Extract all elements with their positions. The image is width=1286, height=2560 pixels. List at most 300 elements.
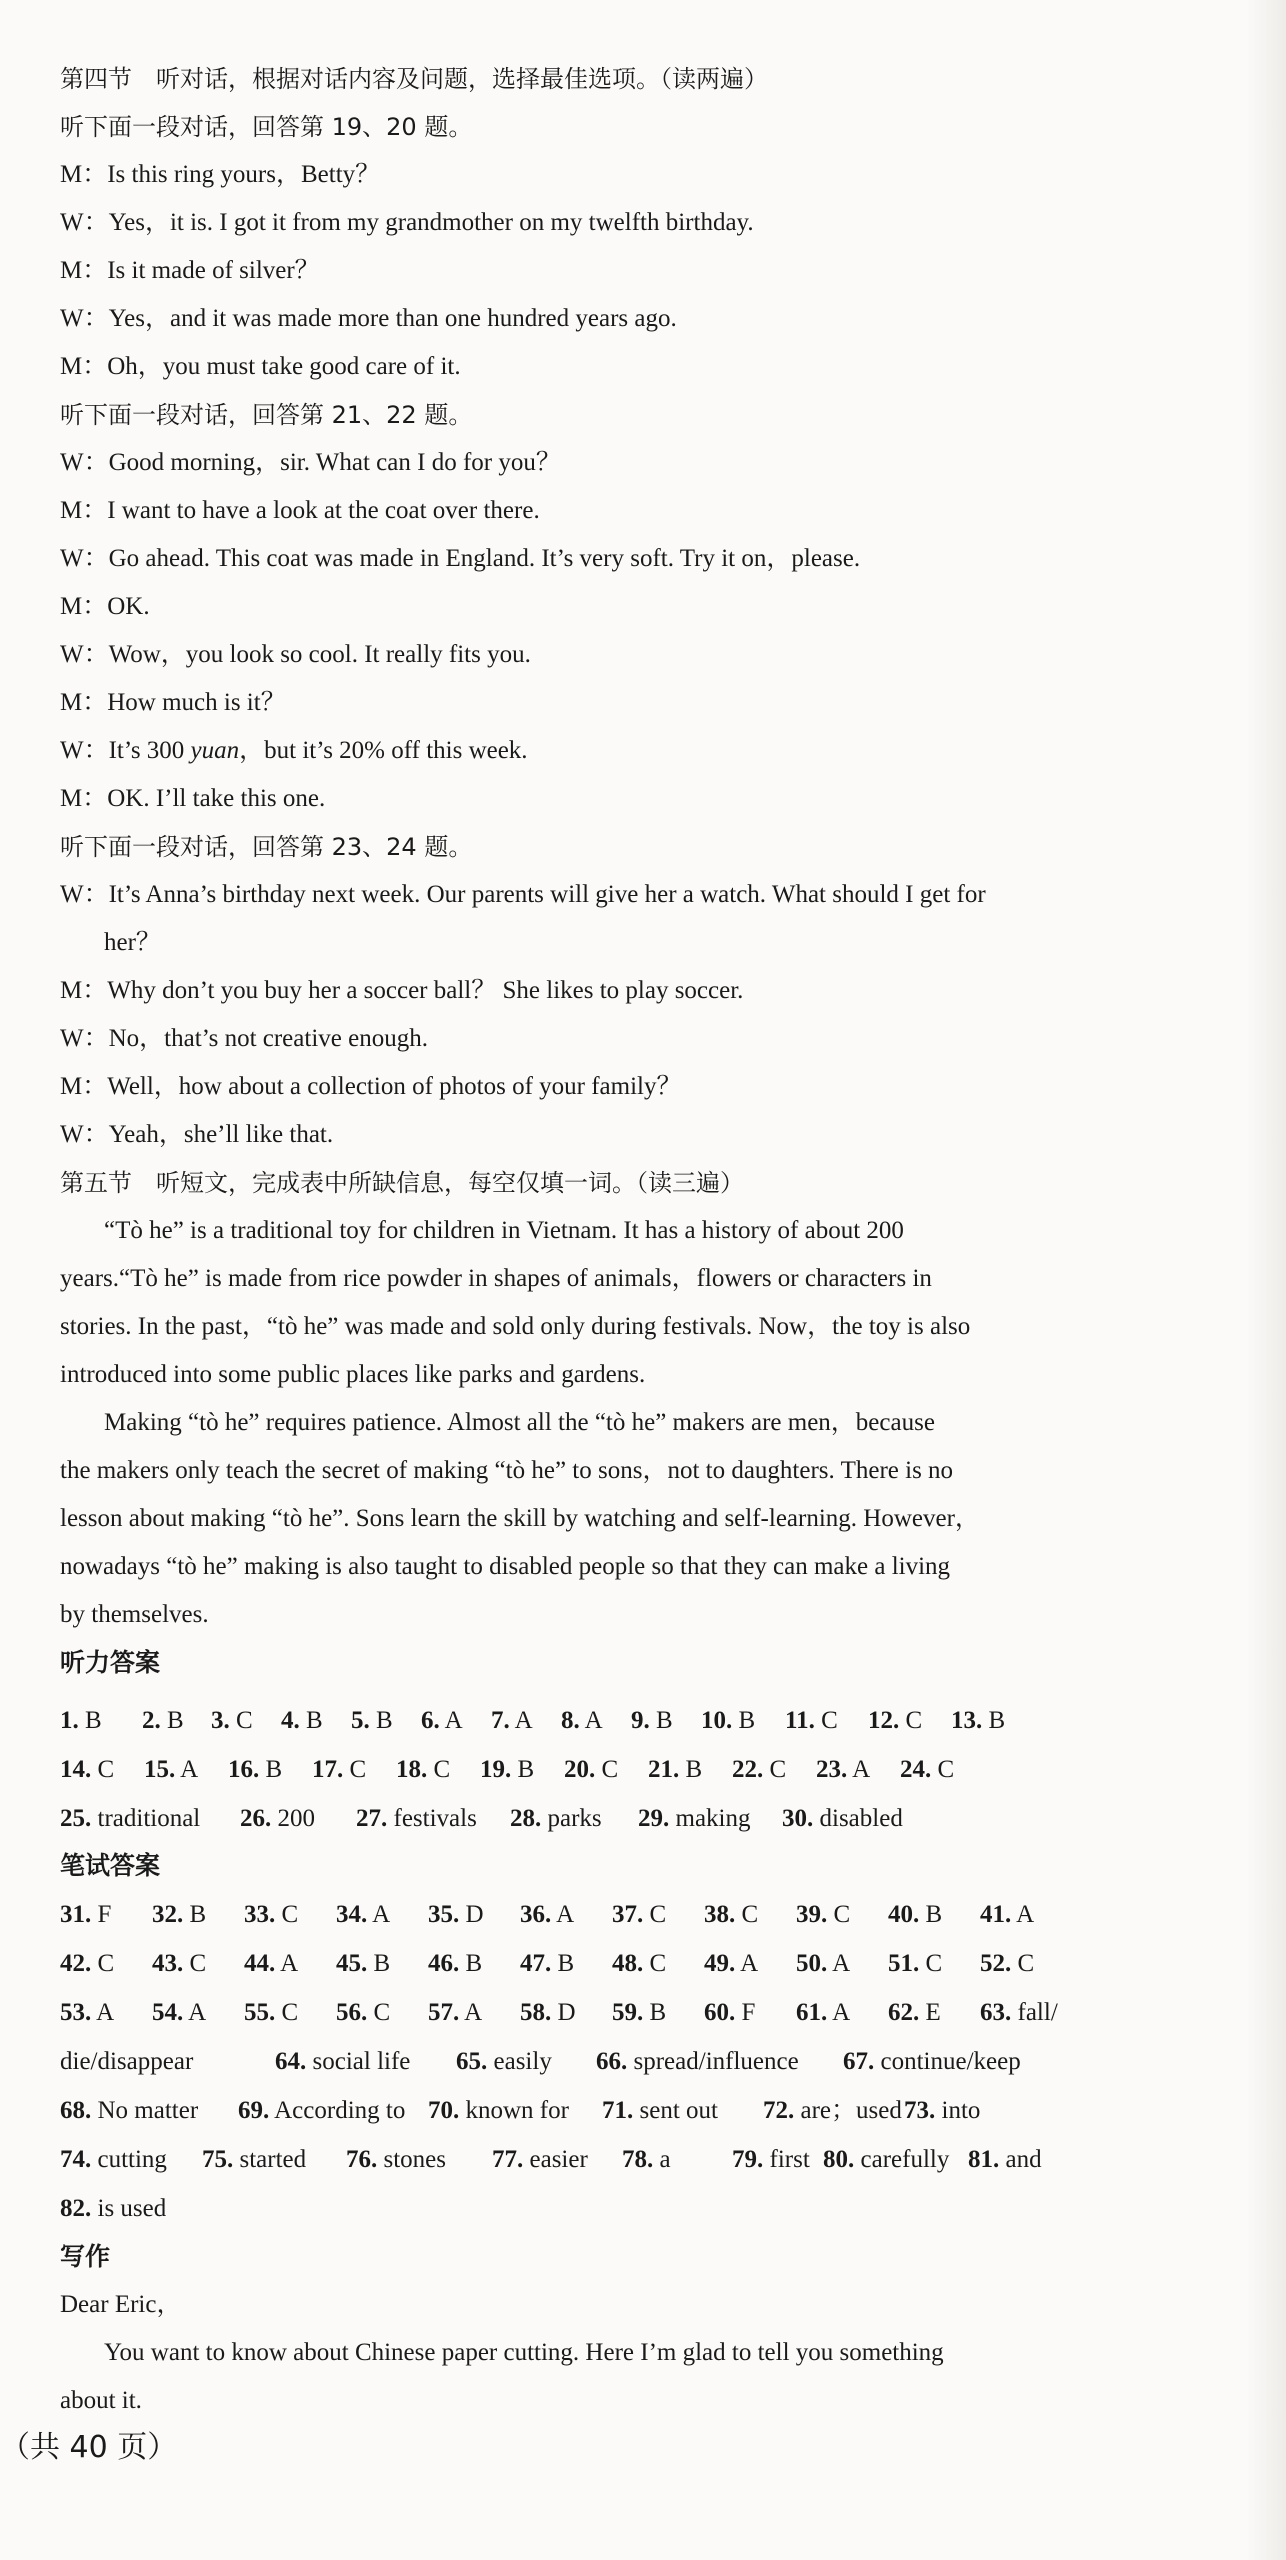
answer-number: 1. (60, 1707, 79, 1734)
letter-line: about it. (60, 2387, 142, 2414)
answer-value: B (551, 1950, 575, 1977)
answer-value: A (551, 1901, 575, 1928)
answer-value: B (369, 1707, 393, 1734)
answer-number: 10. (701, 1707, 733, 1734)
answer-item (202, 2143, 306, 2177)
answer-row (60, 1996, 1100, 2030)
price-part-b: ，but it’s 20% off this week. (239, 737, 528, 764)
answer-value: C (275, 1999, 299, 2026)
answer-value: A (509, 1707, 533, 1734)
answer-item (60, 1947, 114, 1981)
answer-value: B (919, 1901, 943, 1928)
answer-number: 26. (240, 1805, 272, 1832)
answer-item (816, 1753, 870, 1787)
answer-number: 54. (152, 1999, 184, 2026)
answer-number: 60. (704, 1999, 736, 2026)
answer-item (520, 1996, 576, 2030)
answer-value: B (78, 1707, 102, 1734)
dialog1-intro: 听下面一段对话，回答第 19、20 题。 (60, 113, 473, 141)
answer-item (60, 1996, 114, 2030)
answer-number: 53. (60, 1999, 92, 2026)
answer-number: 78. (622, 2146, 654, 2173)
answer-item (211, 1704, 253, 1738)
answer-item (980, 1947, 1034, 1981)
answer-value: B (459, 1950, 483, 1977)
answer-item (868, 1704, 922, 1738)
answer-number: 36. (520, 1901, 552, 1928)
answer-number: 57. (428, 1999, 460, 2026)
answer-number: 56. (336, 1999, 368, 2026)
answer-item (60, 1753, 114, 1787)
answer-number: 24. (900, 1756, 932, 1783)
answer-value: die/disappear (60, 2048, 194, 2075)
answer-row (60, 2045, 1100, 2079)
letter-line: You want to know about Chinese paper cutting. Here I’m glad to tell you something (104, 2339, 944, 2366)
answer-number: 44. (244, 1950, 276, 1977)
answer-value: sent out (633, 2097, 718, 2124)
answer-value: is used (91, 2195, 167, 2222)
answer-number: 63. (980, 1999, 1012, 2026)
answer-item (968, 2143, 1042, 2177)
dialog-line: M：I want to have a look at the coat over there. (60, 497, 540, 524)
answer-value: carefully (854, 2146, 950, 2173)
answer-value: A (735, 1950, 759, 1977)
answer-item (238, 2094, 405, 2128)
answer-number: 73. (904, 2097, 936, 2124)
answer-number: 11. (785, 1707, 815, 1734)
answer-item (281, 1704, 323, 1738)
answer-number: 33. (244, 1901, 276, 1928)
answer-item (60, 2045, 193, 2079)
dialog-line: M：Is it made of silver？ (60, 257, 320, 284)
answer-number: 32. (152, 1901, 184, 1928)
answer-value: D (551, 1999, 576, 2026)
answer-number: 16. (228, 1756, 260, 1783)
passage-line: introduced into some public places like parks and gardens. (60, 1361, 646, 1388)
answer-row (60, 2094, 1100, 2128)
answer-value: B (732, 1707, 756, 1734)
answer-item (796, 1898, 850, 1932)
answer-number: 59. (612, 1999, 644, 2026)
answer-item (888, 1947, 942, 1981)
answer-item (823, 2143, 949, 2177)
answer-item (244, 1947, 298, 1981)
answer-number: 48. (612, 1950, 644, 1977)
dialog-line: M：OK. (60, 593, 150, 620)
answer-number: 28. (510, 1805, 542, 1832)
answer-row (60, 1898, 1100, 1932)
answer-number: 75. (202, 2146, 234, 2173)
answer-value: A (275, 1950, 299, 1977)
answer-item (152, 1898, 206, 1932)
answer-number: 29. (638, 1805, 670, 1832)
dialog-line: W：Yes，and it was made more than one hundred years ago. (60, 305, 677, 332)
answer-item (701, 1704, 755, 1738)
answer-value: traditional (91, 1805, 201, 1832)
answer-item (144, 1753, 198, 1787)
answer-value: stones (377, 2146, 446, 2173)
answer-item (428, 1898, 484, 1932)
answer-item (796, 1947, 850, 1981)
answer-item (602, 2094, 718, 2128)
answer-item (60, 1802, 200, 1836)
answer-value: into (935, 2097, 981, 2124)
writing-title: 写作 (60, 2242, 111, 2271)
dialog-line: M：How much is it？ (60, 689, 286, 716)
answer-item (142, 1704, 184, 1738)
answer-number: 12. (868, 1707, 900, 1734)
answer-value: A (367, 1901, 391, 1928)
page-count-footer: （共 40 页） (0, 2430, 178, 2465)
dialog-line: W：It’s Anna’s birthday next week. Our parents will give her a watch. What should I get for (60, 881, 986, 908)
answer-item (396, 1753, 450, 1787)
answer-number: 17. (312, 1756, 344, 1783)
answer-number: 42. (60, 1950, 92, 1977)
answer-item (60, 2192, 166, 2226)
answer-number: 34. (336, 1901, 368, 1928)
answer-item (244, 1996, 298, 2030)
price-yuan: yuan (190, 737, 240, 764)
answer-value: spread/influence (627, 2048, 799, 2075)
answer-number: 23. (816, 1756, 848, 1783)
answer-value: C (91, 1756, 115, 1783)
answer-value: making (669, 1805, 751, 1832)
answer-item (796, 1996, 850, 2030)
answer-number: 68. (60, 2097, 92, 2124)
answer-number: 40. (888, 1901, 920, 1928)
dialog-line: W：Wow，you look so cool. It really fits you. (60, 641, 531, 668)
answer-value: A (459, 1999, 483, 2026)
answer-item (763, 2094, 902, 2128)
answer-value: B (679, 1756, 703, 1783)
answer-item (638, 1802, 751, 1836)
dialog-line-continued: her？ (104, 929, 161, 956)
answer-number: 19. (480, 1756, 512, 1783)
section5-title: 第五节 听短文，完成表中所缺信息，每空仅填一词。（读三遍） (60, 1169, 744, 1197)
answer-number: 47. (520, 1950, 552, 1977)
answer-value: A (827, 1999, 851, 2026)
answer-item (60, 2094, 198, 2128)
answer-number: 3. (211, 1707, 230, 1734)
page-edge-shadow (1246, 0, 1286, 2560)
answer-value: C (899, 1707, 923, 1734)
answer-value: C (275, 1901, 299, 1928)
answer-row (60, 1947, 1100, 1981)
answer-number: 14. (60, 1756, 92, 1783)
answer-number: 69. (238, 2097, 270, 2124)
answer-number: 74. (60, 2146, 92, 2173)
answer-number: 27. (356, 1805, 388, 1832)
answer-item (60, 2143, 167, 2177)
answer-number: 51. (888, 1950, 920, 1977)
passage-line: years.“Tò he” is made from rice powder in shapes of animals，flowers or characters in (60, 1265, 932, 1292)
answer-number: 18. (396, 1756, 428, 1783)
dialog-line: M：Is this ring yours，Betty？ (60, 161, 381, 188)
answer-value: A (827, 1950, 851, 1977)
dialog-line: M：Oh，you must take good care of it. (60, 353, 461, 380)
answer-value: A (1011, 1901, 1035, 1928)
dialog-line-price (60, 734, 1100, 768)
answer-number: 65. (456, 2048, 488, 2075)
dialog-line: W：Yes，it is. I got it from my grandmother on my twelfth birthday. (60, 209, 754, 236)
answer-value: B (982, 1707, 1006, 1734)
answer-item (785, 1704, 838, 1738)
answer-item (951, 1704, 1005, 1738)
answer-number: 35. (428, 1901, 460, 1928)
answer-item (428, 2094, 569, 2128)
answer-value: B (160, 1707, 184, 1734)
answer-value: festivals (387, 1805, 477, 1832)
answer-item (492, 2143, 588, 2177)
answer-item (704, 1898, 758, 1932)
answer-number: 9. (631, 1707, 650, 1734)
answer-value: 200 (271, 1805, 315, 1832)
answer-number: 62. (888, 1999, 920, 2026)
passage-line: “Tò he” is a traditional toy for children in Vietnam. It has a history of about 200 (104, 1217, 904, 1244)
answer-number: 72. (763, 2097, 795, 2124)
answer-number: 20. (564, 1756, 596, 1783)
answer-value: A (175, 1756, 199, 1783)
answer-value: C (1011, 1950, 1035, 1977)
answer-value: C (735, 1901, 759, 1928)
answer-number: 52. (980, 1950, 1012, 1977)
answer-number: 49. (704, 1950, 736, 1977)
answer-value: E (919, 1999, 941, 2026)
answer-number: 58. (520, 1999, 552, 2026)
answer-number: 79. (732, 2146, 764, 2173)
answer-value: C (919, 1950, 943, 1977)
dialog-line: M：Well，how about a collection of photos of your family？ (60, 1073, 682, 1100)
answer-number: 55. (244, 1999, 276, 2026)
answer-number: 43. (152, 1950, 184, 1977)
answer-value: F (735, 1999, 756, 2026)
answer-value: B (643, 1999, 667, 2026)
answer-item (336, 1898, 390, 1932)
answer-number: 67. (843, 2048, 875, 2075)
answer-item (631, 1704, 673, 1738)
answer-value: C (931, 1756, 955, 1783)
answer-value: fall/ (1011, 1999, 1058, 2026)
answer-value: A (91, 1999, 115, 2026)
answer-value: first (763, 2146, 810, 2173)
letter-greeting: Dear Eric， (60, 2291, 182, 2318)
answer-number: 31. (60, 1901, 92, 1928)
dialog2-intro: 听下面一段对话，回答第 21、22 题。 (60, 401, 473, 429)
answer-number: 5. (351, 1707, 370, 1734)
answer-number: 25. (60, 1805, 92, 1832)
answer-value: A (847, 1756, 871, 1783)
answer-number: 7. (491, 1707, 510, 1734)
answer-item (421, 1704, 463, 1738)
answer-item (510, 1802, 602, 1836)
answer-value: No matter (91, 2097, 199, 2124)
answer-item (456, 2045, 552, 2079)
answer-number: 45. (336, 1950, 368, 1977)
answer-number: 2. (142, 1707, 161, 1734)
answer-item (351, 1704, 393, 1738)
answer-item (980, 1996, 1058, 2030)
answer-value: cutting (91, 2146, 167, 2173)
answer-number: 46. (428, 1950, 460, 1977)
answer-number: 70. (428, 2097, 460, 2124)
answer-item (152, 1947, 206, 1981)
listening-answers-title: 听力答案 (60, 1648, 161, 1677)
answer-item (520, 1898, 574, 1932)
answer-value: C (595, 1756, 619, 1783)
answer-number: 66. (596, 2048, 628, 2075)
answer-value: a (653, 2146, 671, 2173)
answer-item (60, 1898, 111, 1932)
passage-line: Making “tò he” requires patience. Almost all the “tò he” makers are men，because (104, 1409, 935, 1436)
answer-item (244, 1898, 298, 1932)
answer-row (60, 1753, 1100, 1787)
answer-item (520, 1947, 574, 1981)
answer-item (732, 2143, 810, 2177)
answer-number: 37. (612, 1901, 644, 1928)
answer-value: F (91, 1901, 112, 1928)
answer-item (612, 1947, 666, 1981)
answer-number: 80. (823, 2146, 855, 2173)
answer-row (60, 2143, 1100, 2177)
answer-number: 15. (144, 1756, 176, 1783)
answer-item (228, 1753, 282, 1787)
answer-number: 50. (796, 1950, 828, 1977)
answer-value: C (183, 1950, 207, 1977)
answer-item (480, 1753, 534, 1787)
passage-line: the makers only teach the secret of making “tò he” to sons，not to daughters. There is no (60, 1457, 954, 1484)
answer-item (596, 2045, 799, 2079)
answer-row (60, 1802, 1100, 1836)
answer-item (904, 2094, 980, 2128)
answer-item (648, 1753, 702, 1787)
answer-value: B (649, 1707, 673, 1734)
answer-value: are；used (794, 2097, 902, 2124)
answer-number: 64. (275, 2048, 307, 2075)
answer-number: 71. (602, 2097, 634, 2124)
answer-item (240, 1802, 315, 1836)
answer-row (60, 1704, 1100, 1738)
answer-item (275, 2045, 410, 2079)
answer-value: started (233, 2146, 307, 2173)
answer-value: C (427, 1756, 451, 1783)
answer-item (491, 1704, 533, 1738)
answer-value: C (763, 1756, 787, 1783)
answer-number: 21. (648, 1756, 680, 1783)
answer-value: continue/keep (874, 2048, 1021, 2075)
answer-value: A (183, 1999, 207, 2026)
answer-value: known for (459, 2097, 569, 2124)
answer-value: C (643, 1901, 667, 1928)
dialog-line: W：Go ahead. This coat was made in England. It’s very soft. Try it on，please. (60, 545, 861, 572)
answer-value: C (643, 1950, 667, 1977)
answer-item (622, 2143, 671, 2177)
answer-value: social life (306, 2048, 411, 2075)
answer-item (152, 1996, 206, 2030)
answer-number: 22. (732, 1756, 764, 1783)
answer-item (782, 1802, 903, 1836)
answer-value: D (459, 1901, 484, 1928)
answer-item (843, 2045, 1021, 2079)
answer-item (60, 1704, 102, 1738)
section4-title: 第四节 听对话，根据对话内容及问题，选择最佳选项。（读两遍） (60, 65, 768, 93)
answer-item (612, 1898, 666, 1932)
answer-item (336, 1947, 390, 1981)
answer-value: C (343, 1756, 367, 1783)
answer-value: C (827, 1901, 851, 1928)
dialog-line: W：Yeah，she’ll like that. (60, 1121, 334, 1148)
answer-item (900, 1753, 954, 1787)
answer-value: easily (487, 2048, 552, 2075)
answer-number: 8. (561, 1707, 580, 1734)
answer-number: 41. (980, 1901, 1012, 1928)
answer-number: 82. (60, 2195, 92, 2222)
answer-number: 81. (968, 2146, 1000, 2173)
answer-row (60, 2192, 1100, 2226)
passage-line: by themselves. (60, 1601, 209, 1628)
answer-item (428, 1947, 482, 1981)
answer-number: 76. (346, 2146, 378, 2173)
passage-line: nowadays “tò he” making is also taught to disabled people so that they can make a living (60, 1553, 951, 1580)
answer-item (561, 1704, 603, 1738)
answer-item (732, 1753, 786, 1787)
answer-value: C (229, 1707, 253, 1734)
answer-item (888, 1996, 941, 2030)
answer-value: According to (269, 2097, 406, 2124)
answer-value: easier (523, 2146, 588, 2173)
answer-item (346, 2143, 446, 2177)
answer-value: parks (541, 1805, 602, 1832)
answer-number: 39. (796, 1901, 828, 1928)
answer-number: 61. (796, 1999, 828, 2026)
dialog-line: W：No，that’s not creative enough. (60, 1025, 428, 1052)
answer-number: 4. (281, 1707, 300, 1734)
answer-value: disabled (813, 1805, 903, 1832)
answer-number: 13. (951, 1707, 983, 1734)
answer-value: C (814, 1707, 838, 1734)
answer-item (980, 1898, 1034, 1932)
answer-value: B (259, 1756, 283, 1783)
answer-number: 6. (421, 1707, 440, 1734)
answer-value: B (367, 1950, 391, 1977)
answer-item (564, 1753, 618, 1787)
answer-item (704, 1996, 755, 2030)
answer-item (356, 1802, 477, 1836)
answer-value: B (299, 1707, 323, 1734)
answer-value: A (439, 1707, 463, 1734)
answer-value: B (511, 1756, 535, 1783)
answer-value: and (999, 2146, 1042, 2173)
answer-item (312, 1753, 366, 1787)
answer-value: C (367, 1999, 391, 2026)
answer-item (428, 1996, 482, 2030)
answer-number: 38. (704, 1901, 736, 1928)
written-answers-title: 笔试答案 (60, 1851, 161, 1880)
passage-line: stories. In the past，“tò he” was made and sold only during festivals. Now，the toy is also (60, 1313, 971, 1340)
answer-item (888, 1898, 942, 1932)
dialog3-intro: 听下面一段对话，回答第 23、24 题。 (60, 833, 473, 861)
answer-number: 77. (492, 2146, 524, 2173)
answer-value: B (183, 1901, 207, 1928)
price-part-a: W：It’s 300 (60, 737, 191, 764)
dialog-line: W：Good morning，sir. What can I do for you？ (60, 449, 561, 476)
answer-number: 30. (782, 1805, 814, 1832)
answer-item (336, 1996, 390, 2030)
answer-item (612, 1996, 666, 2030)
answer-item (704, 1947, 758, 1981)
answer-value: A (579, 1707, 603, 1734)
passage-line: lesson about making “tò he”. Sons learn the skill by watching and self-learning. However， (60, 1505, 980, 1532)
dialog-line: M：Why don’t you buy her a soccer ball？ She likes to play soccer. (60, 977, 744, 1004)
